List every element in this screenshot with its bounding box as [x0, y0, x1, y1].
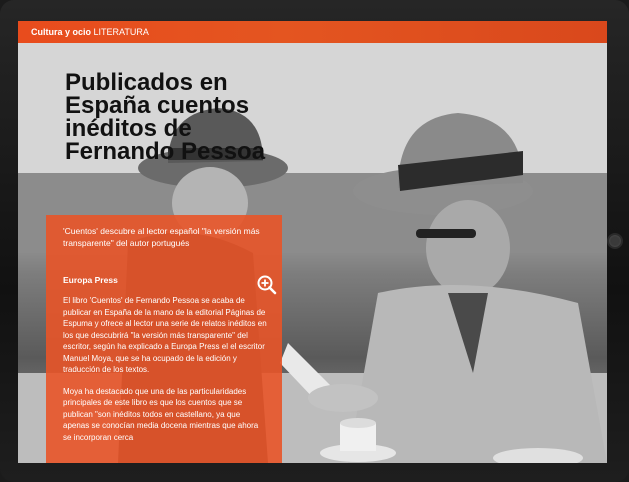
article-author: Europa Press: [63, 275, 118, 285]
article-screen: [18, 21, 607, 463]
camera-icon: [607, 233, 623, 249]
article-title: Publicados en España cuentos inéditos de Fernando Pessoa: [65, 69, 266, 165]
category-label[interactable]: LITERATURA: [93, 27, 149, 37]
section-header: [18, 21, 607, 43]
zoom-in-icon[interactable]: [256, 274, 278, 296]
article-paragraph: Moya ha destacado que una de las particularidades principales de este libro es que los cuentos que se publican "son inéditos todos en castellano, ya que apenas se conocían media docena mientras que ahora se incorporan cerca: [63, 386, 259, 442]
section-label[interactable]: Cultura y ocio: [31, 27, 92, 37]
article-subtitle: 'Cuentos' descubre al lector español "la versión más transparente" del autor portugués: [63, 226, 260, 248]
article-summary-panel: [46, 215, 282, 463]
article-paragraph: El libro 'Cuentos' de Fernando Pessoa se acaba de publicar en España de la mano de la editorial Páginas de Espuma y ofrece al lector una serie de relatos inéditos en los que descubrirá "la versión más transparente" del escritor, según ha explicado a Europa Press el el escritor Manuel Moya, que se ha ocupado de la edición y traducción de los textos.: [63, 296, 267, 374]
